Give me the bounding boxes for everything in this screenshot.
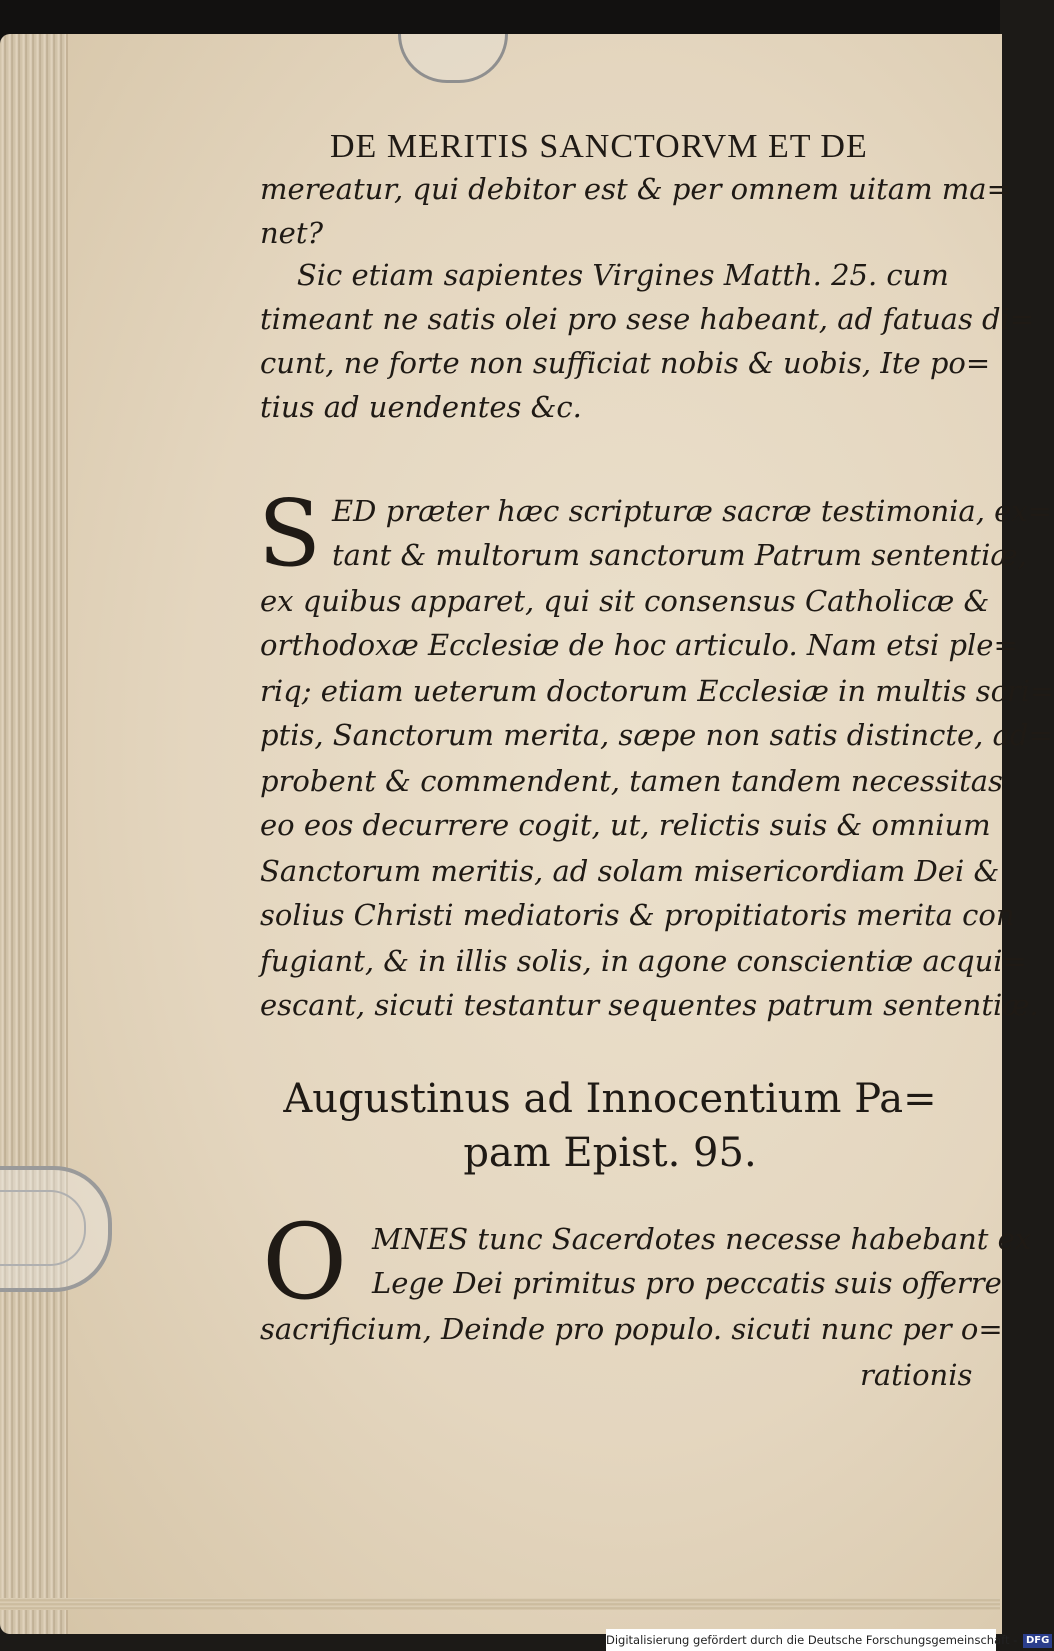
text-line: riq; etiam ueterum doctorum Ecclesiæ in multis scri= <box>260 674 1054 708</box>
text-line: Lege Dei primitus pro peccatis suis offerre <box>372 1266 1002 1300</box>
text-line: solius Christi mediatoris & propitiatoris merita con <box>260 898 1015 932</box>
drop-initial: O <box>262 1201 348 1323</box>
text-line: tius ad uendentes &c. <box>260 390 582 424</box>
text-line: escant, sicuti testantur sequentes patrum sententiæ. <box>260 988 1039 1022</box>
drop-initial: S <box>258 480 322 587</box>
text-line: cunt, ne forte non sufficiat nobis & uobis, Ite po= <box>260 346 991 380</box>
text-line: mereatur, qui debitor est & per omnem uitam ma= <box>260 172 1011 206</box>
page-bottom-edge <box>0 1598 1000 1610</box>
text-line: tant & multorum sanctorum Patrum sententiæ, <box>332 538 1027 572</box>
text-line: eo eos decurrere cogit, ut, relictis suis & omnium <box>260 808 991 842</box>
text-line: MNES tunc Sacerdotes necesse habebant ex <box>372 1222 1032 1256</box>
text-line: orthodoxæ Ecclesiæ de hoc articulo. Nam etsi ple= <box>260 628 1018 662</box>
text-line: sacrificium, Deinde pro populo. sicuti nunc per o= <box>260 1312 1003 1346</box>
text-line: Sanctorum meritis, ad solam misericordiam Dei & <box>260 854 1000 888</box>
section-heading-line: pam Epist. 95. <box>463 1130 757 1176</box>
credit-text: Digitalisierung gefördert durch die Deutsche Forschungsgemeinschaft - <box>606 1633 1018 1647</box>
section-heading-line: Augustinus ad Innocentium Pa= <box>283 1076 937 1122</box>
text-line: ptis, Sanctorum merita, sæpe non satis distincte, ad= <box>260 718 1053 752</box>
text-line: ED præter hæc scripturæ sacræ testimonia, ex= <box>332 494 1052 528</box>
left-page-clip-inner <box>0 1190 86 1266</box>
catchword: rationis <box>860 1358 973 1392</box>
running-head: DE MERITIS SANCTORVM ET DE <box>330 128 868 165</box>
text-line: probent & commendent, tamen tandem necessitas <box>260 764 1003 798</box>
text-line: ex quibus apparet, qui sit consensus Catholicæ & <box>260 584 990 618</box>
dfg-logo: DFG <box>1023 1634 1052 1648</box>
text-line: fugiant, & in illis solis, in agone conscientiæ acqui= <box>260 944 1027 978</box>
digitization-credit <box>606 1629 1050 1651</box>
text-line: net? <box>260 216 324 250</box>
text-line: timeant ne satis olei pro sese habeant, ad fatuas di= <box>260 302 1035 336</box>
text-line: Sic etiam sapientes Virgines Matth. 25. cum <box>260 258 949 292</box>
